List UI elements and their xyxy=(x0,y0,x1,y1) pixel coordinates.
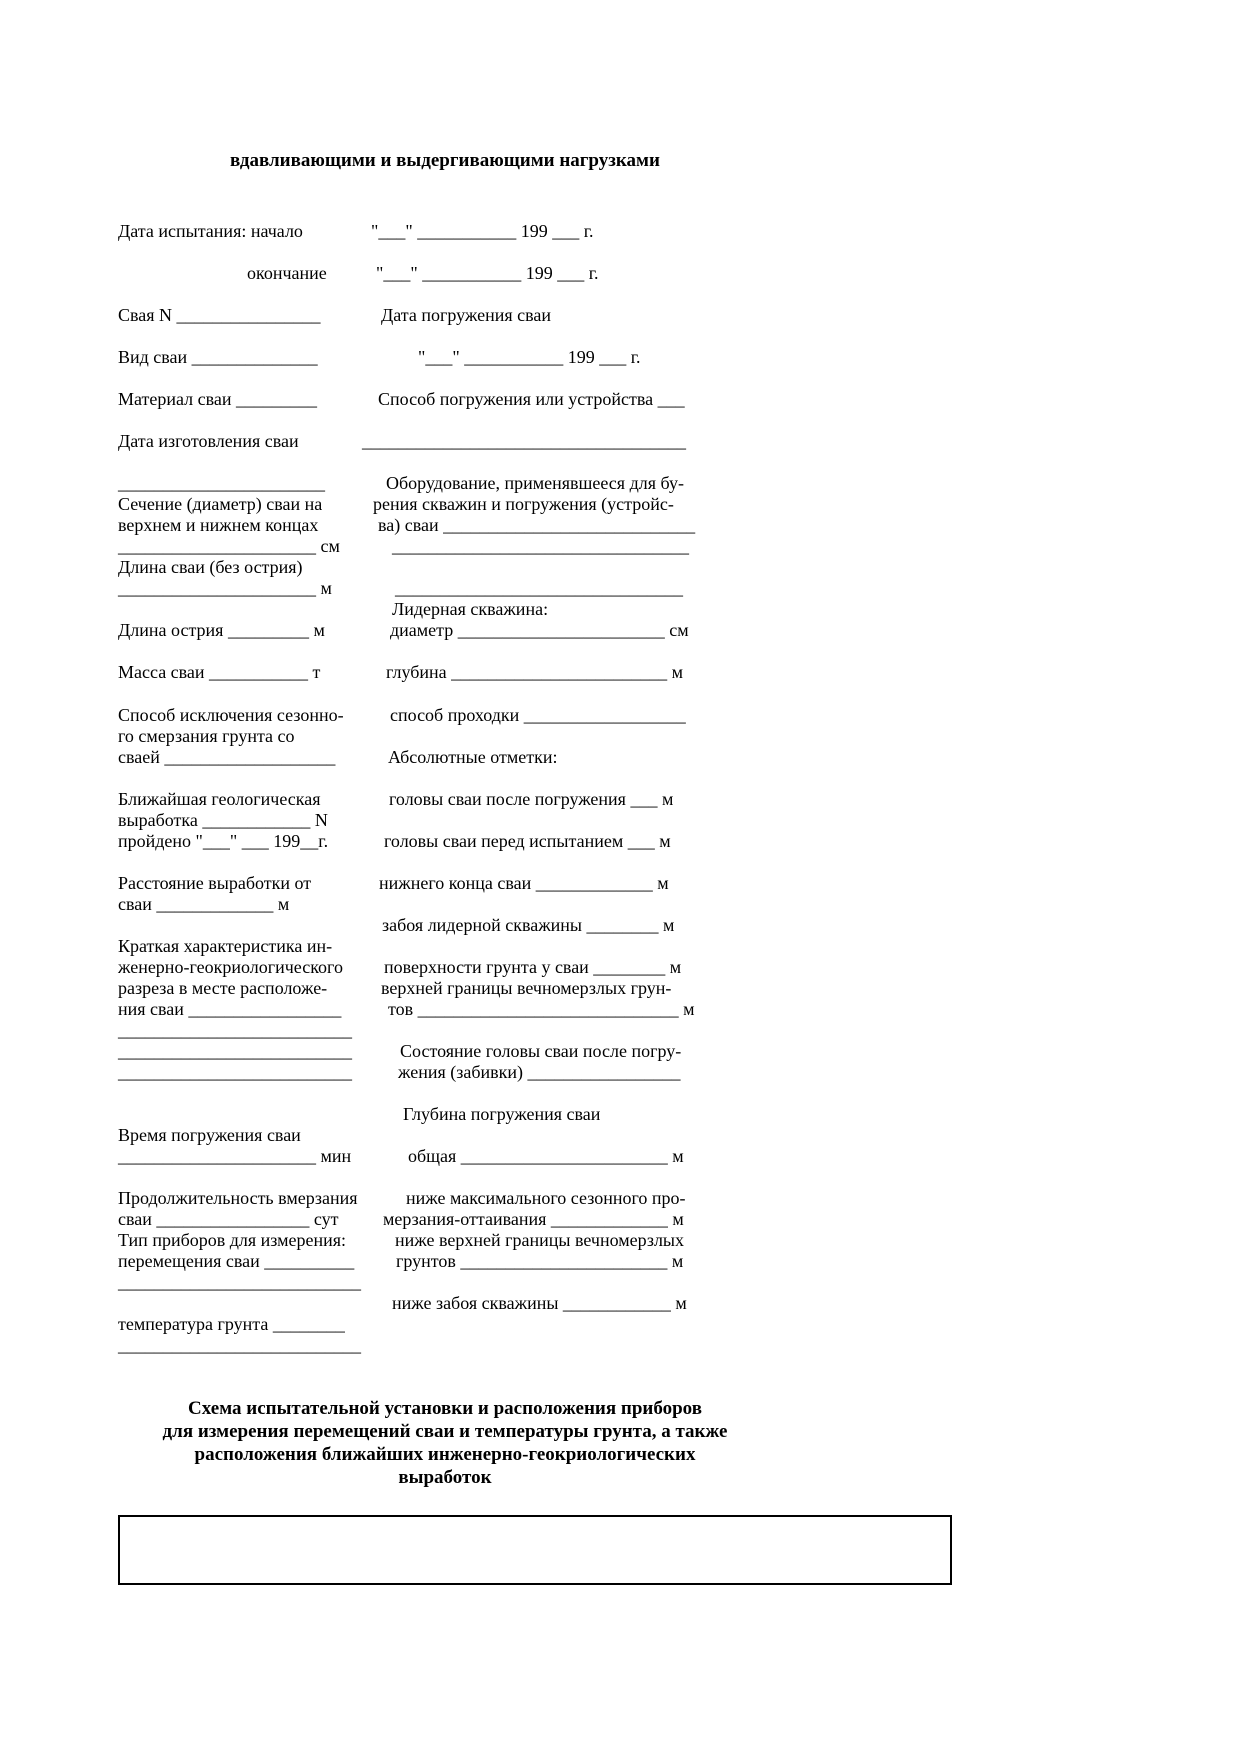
instrument-type-label: Тип приборов для измерения: xyxy=(118,1230,347,1250)
tip-length-field: Длина острия _________ м xyxy=(118,620,325,640)
equipment-field: ва) сваи ____________________________ xyxy=(378,515,696,535)
test-date-end-label: окончание xyxy=(247,263,327,283)
pile-length-field: ______________________ м xyxy=(118,578,332,598)
below-hole-bottom-field: ниже забоя скважины ____________ м xyxy=(392,1293,687,1313)
borehole-number-field: выработка ____________ N xyxy=(118,810,328,830)
permafrost-top-field: тов _____________________________ м xyxy=(388,999,695,1019)
blank-line: __________________________ xyxy=(118,1041,352,1061)
test-start-date-field: "___" ___________ 199 ___ г. xyxy=(371,221,594,241)
blank-line: __________________________ xyxy=(118,1062,352,1082)
blank-line: ___________________________ xyxy=(118,1335,361,1355)
pilot-hole-depth-field: глубина ________________________ м xyxy=(386,662,684,682)
head-condition-field: жения (забивки) _________________ xyxy=(398,1062,681,1082)
driving-date-field: "___" ___________ 199 ___ г. xyxy=(418,347,641,367)
freezing-duration-label: Продолжительность вмерзания xyxy=(118,1188,358,1208)
seasonal-thaw-depth-field: мерзания-оттаивания _____________ м xyxy=(383,1209,684,1229)
pilot-hole-diameter-field: диаметр _______________________ см xyxy=(390,620,689,640)
below-permafrost-label: ниже верхней границы вечномерзлых xyxy=(395,1230,685,1250)
equipment-label-2: рения скважин и погружения (устройс- xyxy=(373,494,674,514)
embedment-depth-label: Глубина погружения сваи xyxy=(403,1104,601,1124)
displacement-instrument-field: перемещения сваи __________ xyxy=(118,1251,355,1271)
blank-line: _________________________________ xyxy=(392,536,689,556)
scheme-drawing-area xyxy=(118,1515,952,1585)
head-before-test-field: головы сваи перед испытанием ___ м xyxy=(384,831,671,851)
blank-line: ____________________________________ xyxy=(362,431,686,451)
head-after-driving-field: головы сваи после погружения ___ м xyxy=(389,789,674,809)
pile-section-label: Сечение (диаметр) сваи на xyxy=(118,494,323,514)
freezing-method-label-2: го смерзания грунта со xyxy=(118,726,295,746)
freezing-method-label: Способ исключения сезонно- xyxy=(118,705,344,725)
absolute-marks-label: Абсолютные отметки: xyxy=(388,747,558,767)
scheme-title-line-4: выработок xyxy=(398,1467,492,1488)
blank-line: __________________________ xyxy=(118,1020,352,1040)
driving-time-field: ______________________ мин xyxy=(118,1146,352,1166)
nearest-borehole-label: Ближайшая геологическая xyxy=(118,789,321,809)
pile-bottom-field: нижнего конца сваи _____________ м xyxy=(379,873,669,893)
pile-type-field: Вид сваи ______________ xyxy=(118,347,318,367)
borehole-date-field: пройдено "___" ___ 199__г. xyxy=(118,831,329,851)
geocryo-description-label-2: женерно-геокриологического xyxy=(118,957,343,977)
total-depth-field: общая _______________________ м xyxy=(408,1146,684,1166)
driving-method-field: Способ погружения или устройства ___ xyxy=(378,389,685,409)
equipment-label: Оборудование, применявшееся для бу- xyxy=(386,473,684,493)
borehole-distance-field: сваи _____________ м xyxy=(118,894,290,914)
geocryo-description-label: Краткая характеристика ин- xyxy=(118,936,333,956)
test-date-start-label: Дата испытания: начало xyxy=(118,221,303,241)
below-permafrost-field: грунтов _______________________ м xyxy=(396,1251,684,1271)
pile-number-field: Свая N ________________ xyxy=(118,305,321,325)
pile-manufacture-date-label: Дата изготовления сваи xyxy=(118,431,299,451)
pile-section-label-2: верхнем и нижнем концах xyxy=(118,515,319,535)
pile-section-field: ______________________ см xyxy=(118,536,340,556)
ground-surface-field: поверхности грунта у сваи ________ м xyxy=(384,957,682,977)
permafrost-top-label: верхней границы вечномерзлых грун- xyxy=(381,978,672,998)
blank-line: ___________________________ xyxy=(118,1272,361,1292)
head-condition-label: Состояние головы сваи после погру- xyxy=(400,1041,682,1061)
blank-line: _______________________ xyxy=(118,473,325,493)
pile-mass-field: Масса сваи ___________ т xyxy=(118,662,321,682)
drilling-method-field: способ проходки __________________ xyxy=(390,705,686,725)
page-title: вдавливающими и выдергивающими нагрузками xyxy=(230,150,660,171)
pilot-hole-label: Лидерная скважина: xyxy=(392,599,549,619)
blank-line: ________________________________ xyxy=(395,578,683,598)
freezing-method-field: сваей ___________________ xyxy=(118,747,336,767)
pile-length-label: Длина сваи (без острия) xyxy=(118,557,303,577)
geocryo-description-field: ния сваи _________________ xyxy=(118,999,342,1019)
geocryo-description-label-3: разреза в месте расположе- xyxy=(118,978,328,998)
pilot-hole-bottom-field: забоя лидерной скважины ________ м xyxy=(382,915,675,935)
test-end-date-field: "___" ___________ 199 ___ г. xyxy=(376,263,599,283)
scheme-title-line-2: для измерения перемещений сваи и температуры грунта, а также xyxy=(162,1421,728,1442)
freezing-duration-field: сваи _________________ сут xyxy=(118,1209,339,1229)
driving-date-label: Дата погружения сваи xyxy=(381,305,552,325)
borehole-distance-label: Расстояние выработки от xyxy=(118,873,312,893)
scheme-title-line-3: расположения ближайших инженерно-геокриологических xyxy=(194,1444,696,1465)
seasonal-thaw-depth-label: ниже максимального сезонного про- xyxy=(406,1188,686,1208)
temperature-instrument-field: температура грунта ________ xyxy=(118,1314,345,1334)
pile-material-field: Материал сваи _________ xyxy=(118,389,318,409)
scheme-title-line-1: Схема испытательной установки и расположения приборов xyxy=(188,1398,702,1419)
driving-time-label: Время погружения сваи xyxy=(118,1125,301,1145)
